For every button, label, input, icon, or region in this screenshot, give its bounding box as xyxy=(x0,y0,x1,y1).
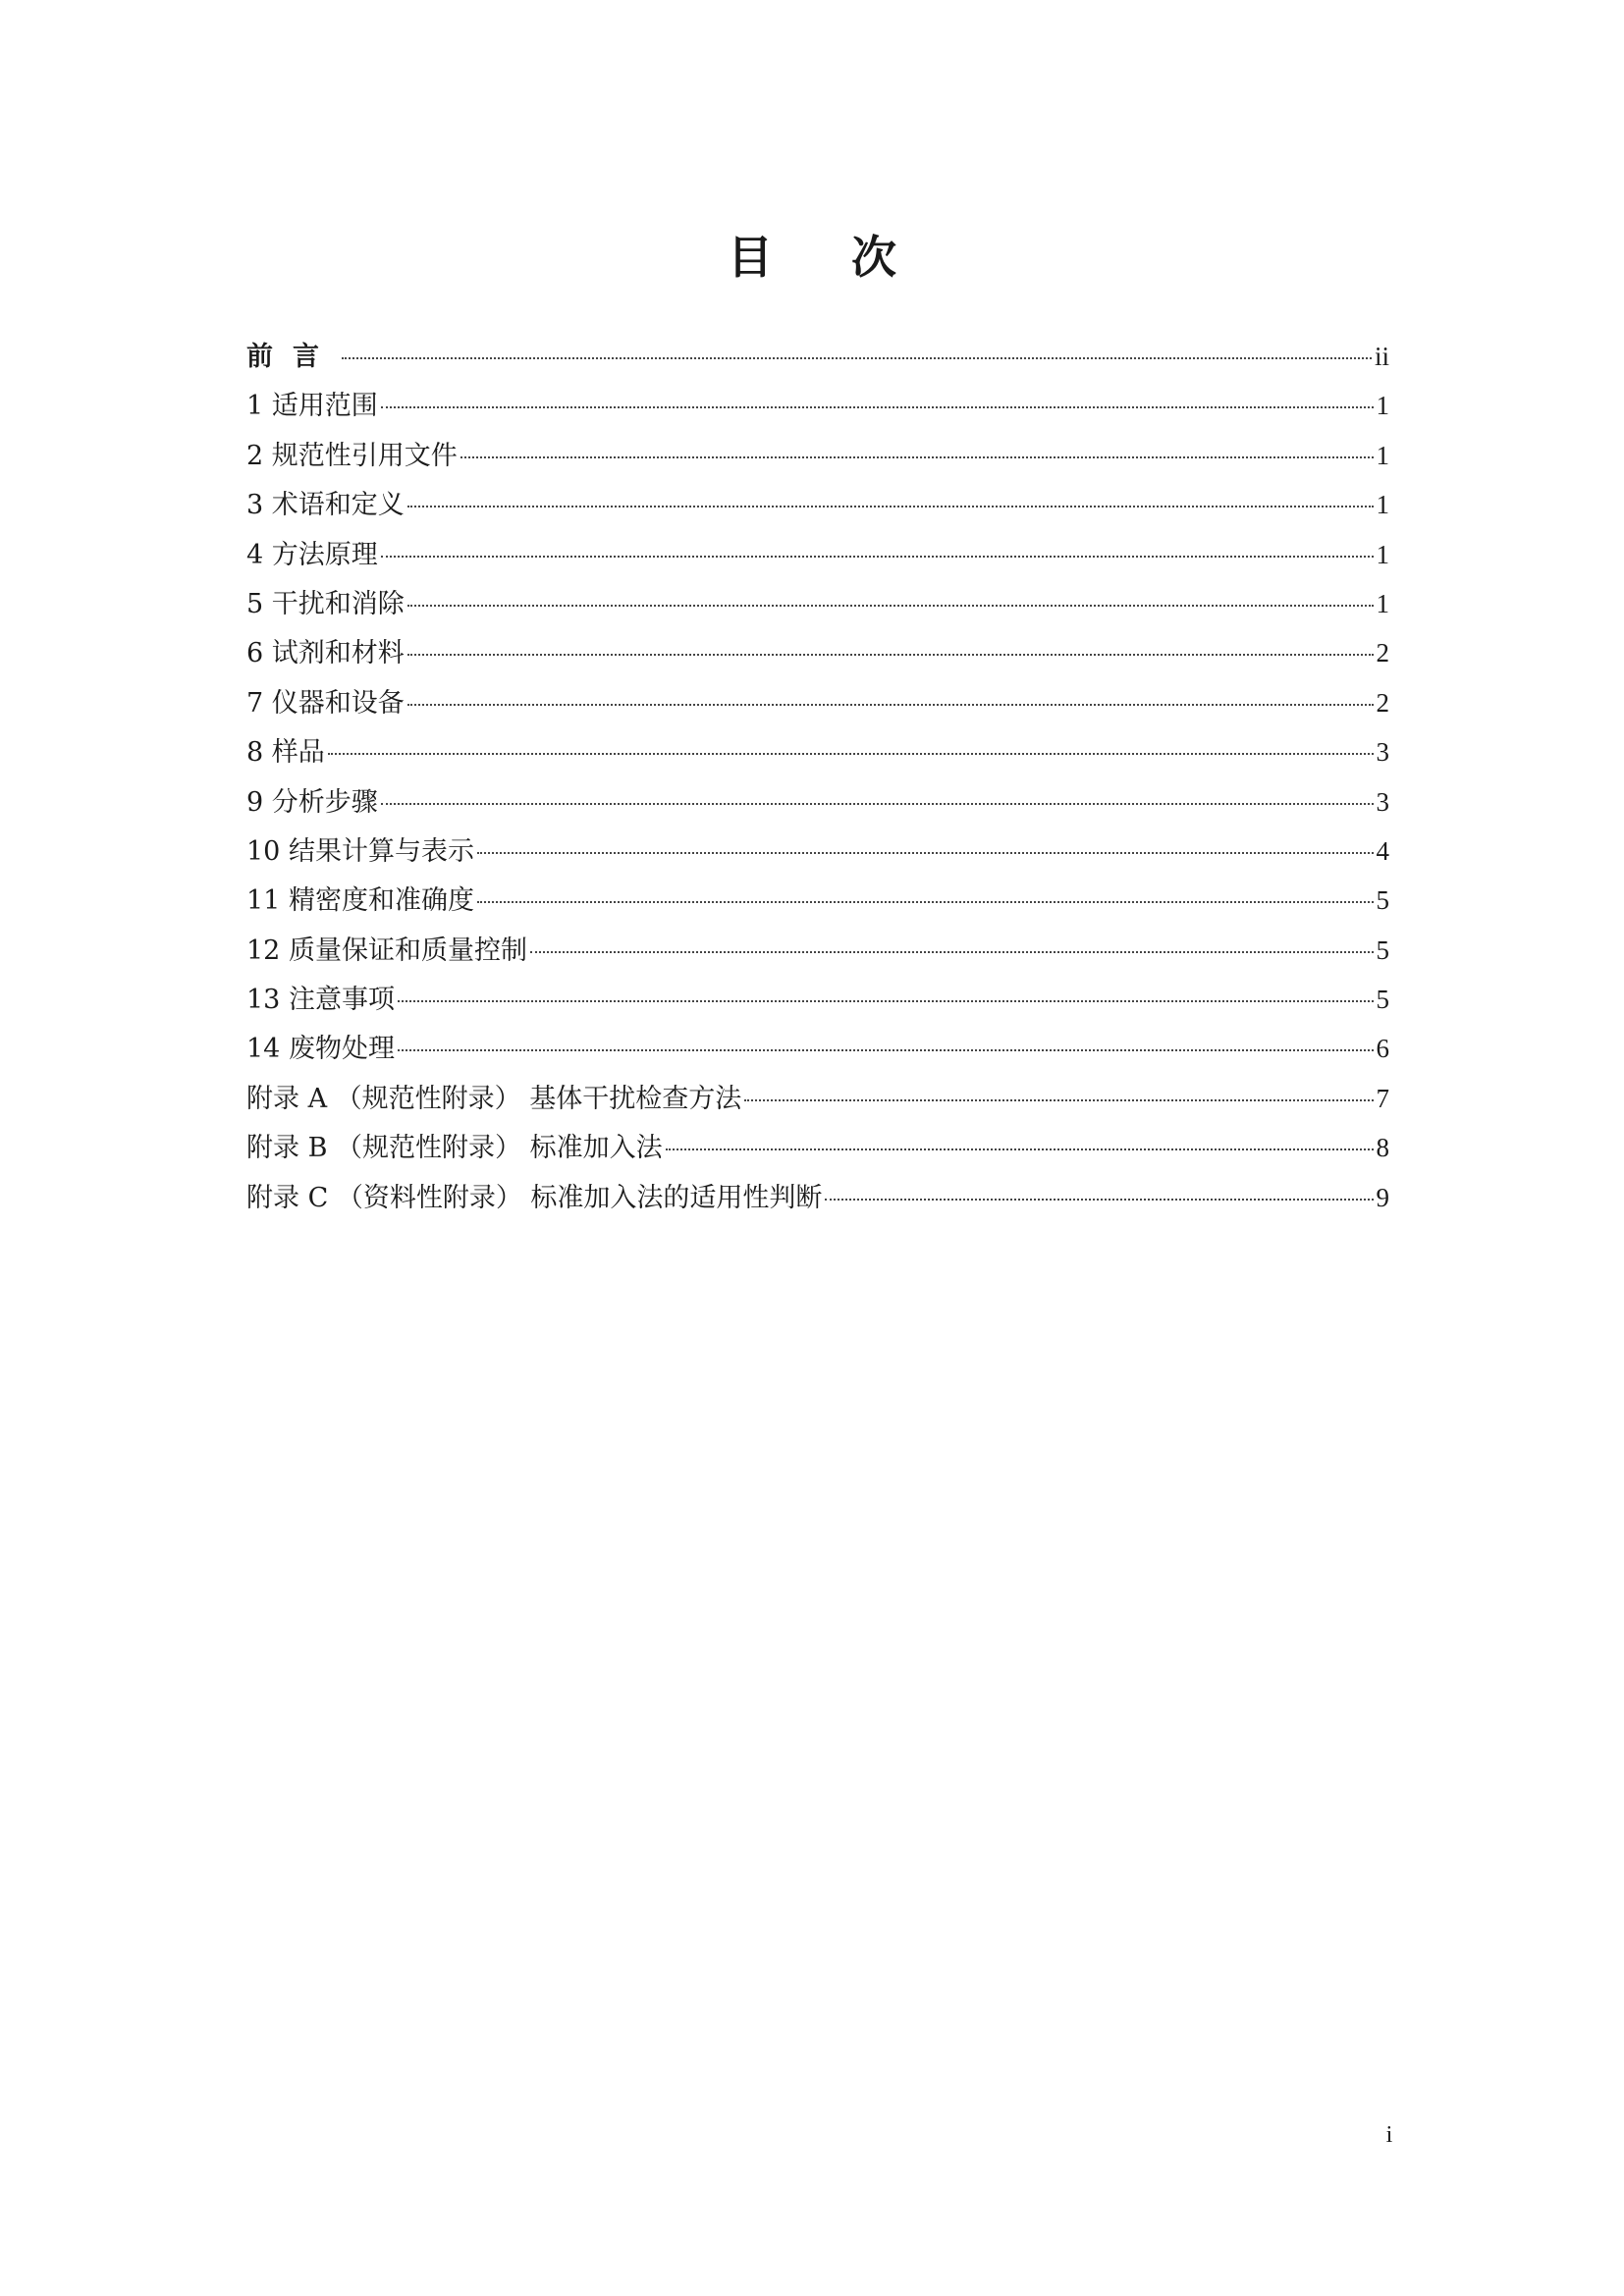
dot-leader xyxy=(398,1000,1374,1002)
toc-entry-page: 1 xyxy=(1376,391,1389,421)
toc-entry-page: 1 xyxy=(1376,588,1389,618)
dot-leader xyxy=(381,556,1374,558)
toc-entry-page: 3 xyxy=(1376,786,1389,817)
toc-entry-page: ii xyxy=(1374,342,1389,371)
dot-leader xyxy=(477,852,1374,854)
toc-entry-label: 前言 xyxy=(246,342,339,372)
toc-entry-foreword[interactable] xyxy=(246,332,1389,381)
dot-leader xyxy=(328,753,1374,755)
toc-entry-7[interactable] xyxy=(246,678,1389,727)
toc-entry-11[interactable] xyxy=(246,876,1389,925)
toc-entry-page: 2 xyxy=(1376,687,1389,718)
toc-entry-8[interactable] xyxy=(246,727,1389,776)
toc-entry-2[interactable] xyxy=(246,431,1389,480)
dot-leader xyxy=(477,901,1374,903)
toc-entry-6[interactable] xyxy=(246,628,1389,677)
toc-entry-label: 6 试剂和材料 xyxy=(246,638,405,669)
toc-entry-page: 2 xyxy=(1376,638,1389,668)
dot-leader xyxy=(381,803,1374,805)
toc-entry-9[interactable] xyxy=(246,777,1389,827)
dot-leader xyxy=(666,1148,1374,1150)
toc-entry-label: 1 适用范围 xyxy=(246,391,378,422)
toc-entry-page: 7 xyxy=(1376,1083,1389,1113)
toc-entry-page: 5 xyxy=(1376,885,1389,916)
toc-entry-label: 9 分析步骤 xyxy=(246,786,378,818)
toc-entry-page: 6 xyxy=(1376,1034,1389,1064)
toc-entry-appendix-b[interactable] xyxy=(246,1123,1389,1172)
dot-leader xyxy=(342,357,1372,359)
toc-entry-page: 1 xyxy=(1376,539,1389,569)
toc-entry-label: 10 结果计算与表示 xyxy=(246,835,474,867)
dot-leader xyxy=(530,951,1374,953)
toc-entry-label: 8 样品 xyxy=(246,737,325,769)
toc-entry-appendix-a[interactable] xyxy=(246,1074,1389,1123)
toc-entry-label: 附录 A （规范性附录） 基体干扰检查方法 xyxy=(246,1083,742,1114)
toc-entry-label: 12 质量保证和质量控制 xyxy=(246,934,527,966)
dot-leader xyxy=(460,456,1374,458)
toc-entry-3[interactable] xyxy=(246,480,1389,529)
dot-leader xyxy=(407,506,1374,507)
dot-leader xyxy=(381,406,1374,408)
toc-entry-page: 1 xyxy=(1376,490,1389,520)
toc-entry-page: 1 xyxy=(1376,440,1389,470)
toc-entry-label: 5 干扰和消除 xyxy=(246,588,405,619)
dot-leader xyxy=(744,1099,1373,1101)
dot-leader xyxy=(407,605,1374,607)
table-of-contents xyxy=(246,332,1389,1222)
toc-entry-10[interactable] xyxy=(246,827,1389,876)
toc-entry-label: 4 方法原理 xyxy=(246,539,378,570)
dot-leader xyxy=(825,1199,1373,1201)
toc-entry-page: 3 xyxy=(1376,737,1389,768)
toc-entry-appendix-c[interactable] xyxy=(246,1173,1389,1222)
toc-entry-label: 14 废物处理 xyxy=(246,1034,395,1065)
toc-entry-1[interactable] xyxy=(246,381,1389,430)
toc-entry-label: 13 注意事项 xyxy=(246,985,395,1016)
toc-entry-page: 8 xyxy=(1376,1133,1389,1163)
toc-entry-label: 2 规范性引用文件 xyxy=(246,440,458,471)
dot-leader xyxy=(407,654,1374,656)
toc-entry-5[interactable] xyxy=(246,579,1389,628)
dot-leader xyxy=(407,704,1374,706)
toc-entry-label: 附录 B （规范性附录） 标准加入法 xyxy=(246,1133,663,1164)
toc-entry-page: 5 xyxy=(1376,985,1389,1015)
toc-entry-page: 5 xyxy=(1376,934,1389,965)
toc-entry-13[interactable] xyxy=(246,975,1389,1024)
toc-entry-14[interactable] xyxy=(246,1024,1389,1073)
toc-entry-4[interactable] xyxy=(246,530,1389,579)
page-number: i xyxy=(1385,2122,1393,2148)
toc-entry-label: 11 精密度和准确度 xyxy=(246,885,474,917)
toc-entry-12[interactable] xyxy=(246,926,1389,975)
toc-entry-label: 附录 C （资料性附录） 标准加入法的适用性判断 xyxy=(246,1182,823,1213)
toc-entry-label: 3 术语和定义 xyxy=(246,490,405,521)
toc-entry-label: 7 仪器和设备 xyxy=(246,687,405,719)
page-title: 目次 xyxy=(728,231,975,284)
toc-entry-page: 9 xyxy=(1376,1182,1389,1212)
dot-leader xyxy=(398,1049,1374,1051)
toc-entry-page: 4 xyxy=(1376,835,1389,866)
